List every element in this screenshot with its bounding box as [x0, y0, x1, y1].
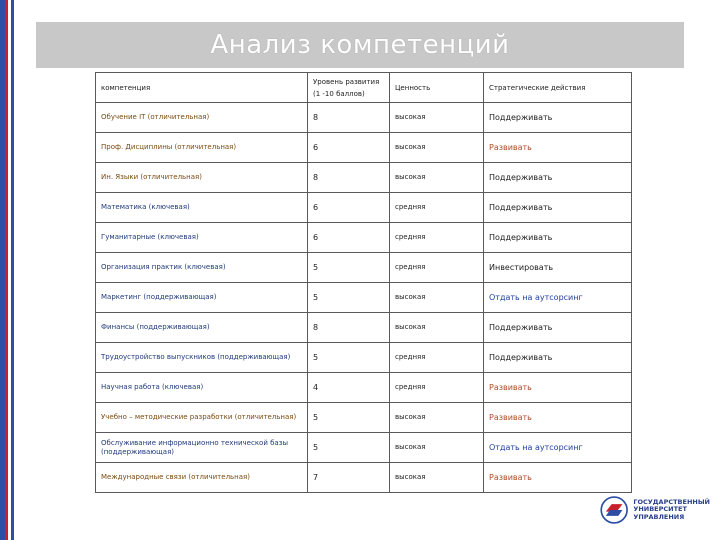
- table-row: [96, 253, 632, 283]
- value-cell: высокая: [390, 433, 484, 463]
- university-logo-icon: [600, 493, 628, 527]
- action-cell: Развивать: [484, 373, 632, 403]
- logo-line-3: УПРАВЛЕНИЯ: [633, 512, 685, 521]
- competency-cell: Ин. Языки (отличительная): [96, 163, 308, 193]
- value-cell: высокая: [390, 283, 484, 313]
- table-row: [96, 283, 632, 313]
- level-cell: 8: [308, 103, 390, 133]
- value-cell: высокая: [390, 313, 484, 343]
- action-cell: Развивать: [484, 403, 632, 433]
- value-cell: средняя: [390, 193, 484, 223]
- competency-cell: Научная работа (ключевая): [96, 373, 308, 403]
- competency-cell: Обучение IT (отличительная): [96, 103, 308, 133]
- competency-cell: Обслуживание информационно технической базы (поддерживающая): [96, 433, 308, 463]
- header-competency: компетенция: [96, 73, 308, 103]
- table-row: [96, 223, 632, 253]
- title-bar: [36, 22, 684, 68]
- competency-cell: Трудоустройство выпускников (поддерживающая): [96, 343, 308, 373]
- action-cell: Развивать: [484, 133, 632, 163]
- action-cell: Поддерживать: [484, 313, 632, 343]
- action-cell: Поддерживать: [484, 163, 632, 193]
- competency-cell: Учебно – методические разработки (отличительная): [96, 403, 308, 433]
- level-cell: 6: [308, 193, 390, 223]
- left-stripe-blue-inner: [11, 0, 14, 540]
- header-action: Стратегические действия: [484, 73, 632, 103]
- competency-cell: Проф. Дисциплины (отличительная): [96, 133, 308, 163]
- level-cell: 5: [308, 403, 390, 433]
- action-cell: Поддерживать: [484, 343, 632, 373]
- competency-cell: Финансы (поддерживающая): [96, 313, 308, 343]
- table-row: [96, 313, 632, 343]
- value-cell: средняя: [390, 373, 484, 403]
- competency-cell: Гуманитарные (ключевая): [96, 223, 308, 253]
- university-logo-text: [633, 499, 710, 522]
- level-cell: 5: [308, 253, 390, 283]
- action-cell: Поддерживать: [484, 103, 632, 133]
- competency-cell: Международные связи (отличительная): [96, 463, 308, 493]
- table-row: [96, 163, 632, 193]
- table-row: [96, 193, 632, 223]
- action-cell: Отдать на аутсорсинг: [484, 283, 632, 313]
- value-cell: высокая: [390, 403, 484, 433]
- value-cell: средняя: [390, 223, 484, 253]
- logo-line-1: ГОСУДАРСТВЕННЫЙ: [633, 497, 710, 506]
- header-value: Ценность: [390, 73, 484, 103]
- table-row: [96, 343, 632, 373]
- competency-cell: Математика (ключевая): [96, 193, 308, 223]
- level-cell: 5: [308, 283, 390, 313]
- logo-line-2: УНИВЕРСИТЕТ: [633, 505, 687, 514]
- level-cell: 6: [308, 223, 390, 253]
- action-cell: Отдать на аутсорсинг: [484, 433, 632, 463]
- competency-cell: Маркетинг (поддерживающая): [96, 283, 308, 313]
- action-cell: Поддерживать: [484, 193, 632, 223]
- value-cell: высокая: [390, 133, 484, 163]
- level-cell: 8: [308, 163, 390, 193]
- value-cell: средняя: [390, 343, 484, 373]
- value-cell: средняя: [390, 253, 484, 283]
- page-title: Анализ компетенций: [210, 30, 510, 60]
- header-level: Уровень развития (1 -10 баллов): [308, 73, 390, 103]
- table-row: [96, 433, 632, 463]
- table-row: [96, 133, 632, 163]
- university-logo: [600, 490, 710, 530]
- table-row: [96, 463, 632, 493]
- competency-table: [95, 72, 632, 493]
- action-cell: Развивать: [484, 463, 632, 493]
- action-cell: Инвестировать: [484, 253, 632, 283]
- level-cell: 5: [308, 433, 390, 463]
- table-row: [96, 403, 632, 433]
- value-cell: высокая: [390, 163, 484, 193]
- table-header-row: [96, 73, 632, 103]
- table-row: [96, 373, 632, 403]
- level-cell: 7: [308, 463, 390, 493]
- table-row: [96, 103, 632, 133]
- competency-cell: Организация практик (ключевая): [96, 253, 308, 283]
- level-cell: 5: [308, 343, 390, 373]
- level-cell: 6: [308, 133, 390, 163]
- level-cell: 4: [308, 373, 390, 403]
- value-cell: высокая: [390, 463, 484, 493]
- value-cell: высокая: [390, 103, 484, 133]
- action-cell: Поддерживать: [484, 223, 632, 253]
- level-cell: 8: [308, 313, 390, 343]
